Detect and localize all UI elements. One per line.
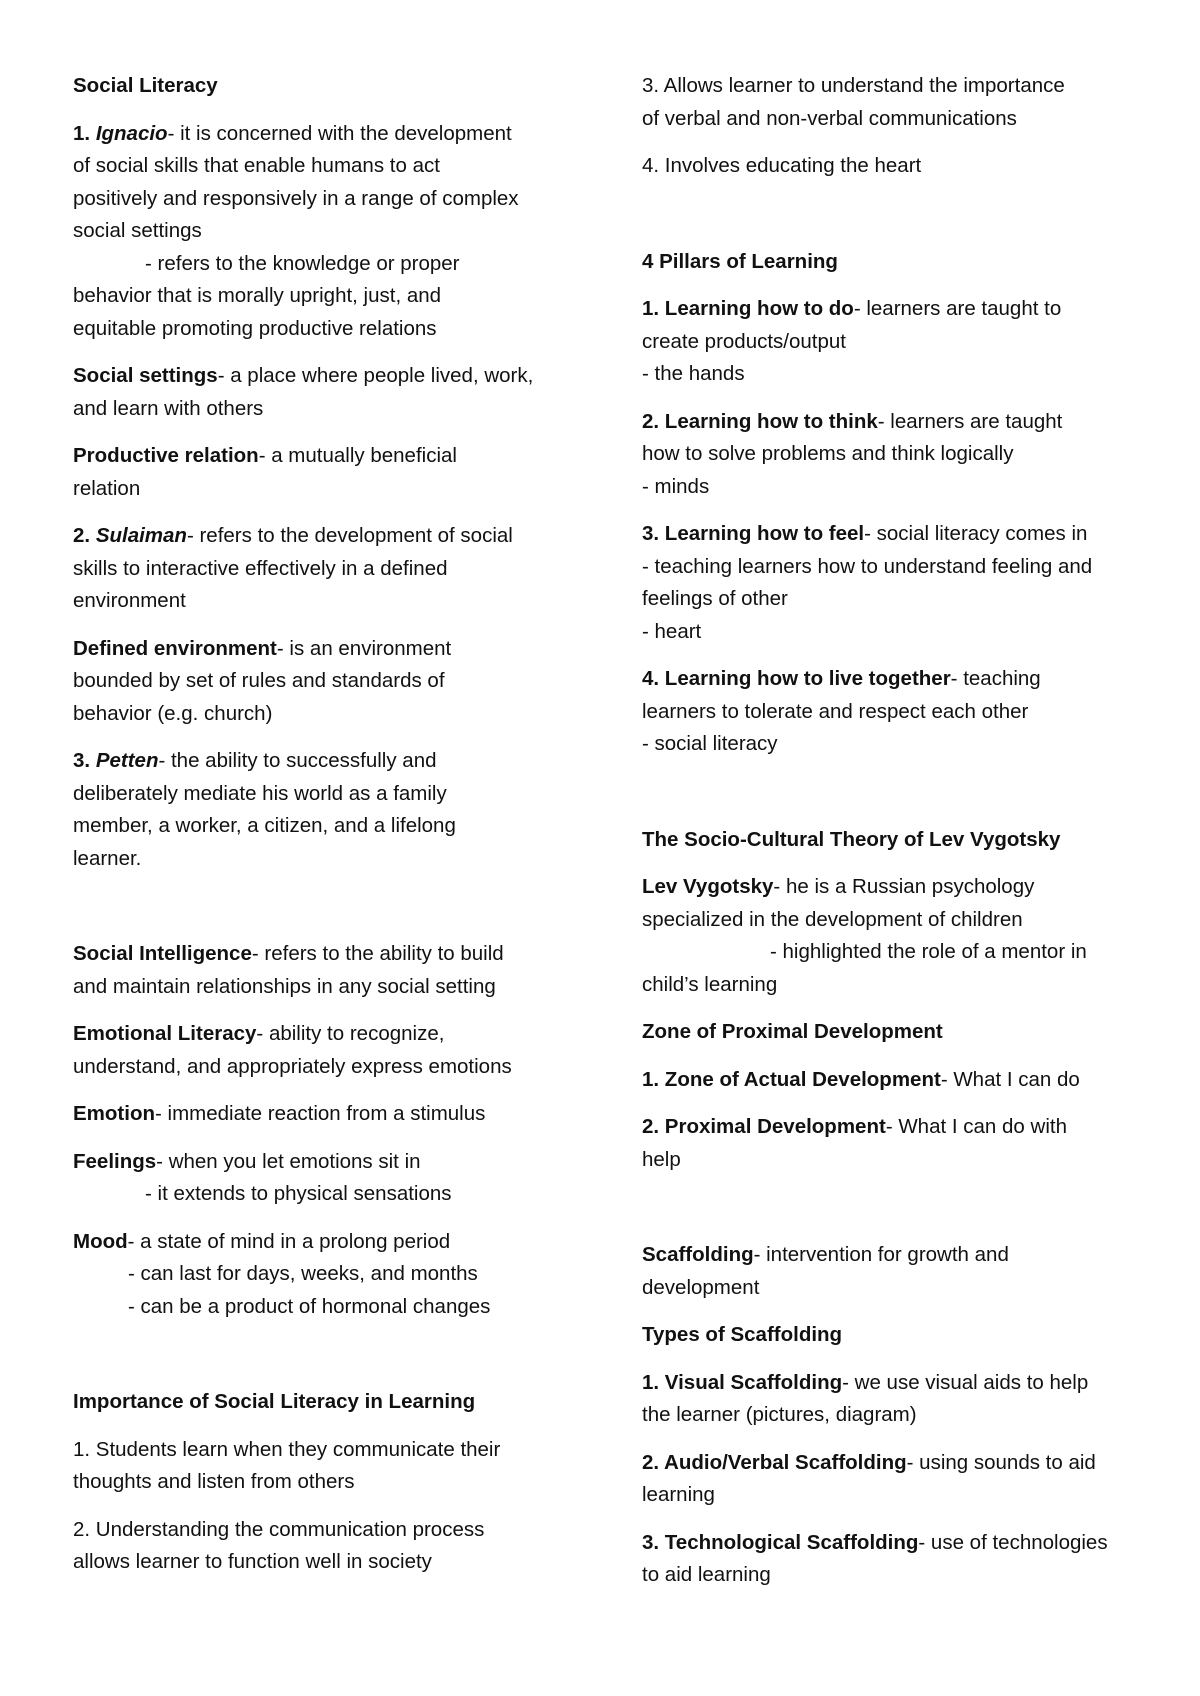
- ignacio-sub-line: behavior that is morally upright, just, and: [73, 284, 442, 307]
- sulaiman-definition: [73, 520, 573, 618]
- ignacio-sub-line: equitable promoting productive relations: [73, 316, 437, 340]
- social-intelligence-line: and maintain relationships in any social setting: [73, 974, 496, 998]
- importance-line: 2. Understanding the communication process: [73, 1517, 485, 1541]
- scaffolding-type-line: the learner (pictures, diagram): [642, 1403, 917, 1426]
- spacer: [642, 1191, 1142, 1239]
- pillar-3: [642, 518, 1142, 648]
- mood-term: Mood: [73, 1229, 128, 1253]
- zpd-heading: Zone of Proximal Development: [642, 1020, 943, 1043]
- mood-definition: [73, 1226, 573, 1324]
- importance-item-1: [73, 1434, 573, 1499]
- social-literacy-heading: Social Literacy: [73, 74, 218, 97]
- sulaiman-line: skills to interactive effectively in a defined: [73, 556, 448, 580]
- mood-sub-line: - can be a product of hormonal changes: [128, 1294, 491, 1318]
- importance-line: 1. Students learn when they communicate their: [73, 1437, 501, 1461]
- importance-item-4: [642, 150, 1142, 183]
- pillar-line: feelings of other: [642, 587, 788, 610]
- zpd-heading-block: [642, 1016, 1142, 1049]
- pillar-line: - teaching learners how to understand feeling and: [642, 554, 1093, 578]
- scaffolding-type-line: learning: [642, 1483, 715, 1506]
- emotion-definition: [73, 1098, 573, 1131]
- vygotsky-heading-block: [642, 824, 1142, 857]
- pillar-4: [642, 663, 1142, 761]
- pillar-line: learners to tolerate and respect each other: [642, 699, 1029, 723]
- spacer: [73, 1338, 573, 1386]
- pillar-line: - minds: [642, 474, 710, 498]
- pillar-term: 1. Learning how to do: [642, 297, 854, 320]
- emotional-literacy-term: Emotional Literacy: [73, 1022, 257, 1045]
- lev-vygotsky-line: - he is a Russian psychology: [773, 875, 1035, 898]
- feelings-line: - when you let emotions sit in: [156, 1149, 421, 1173]
- mood-line: - a state of mind in a prolong period: [127, 1229, 451, 1253]
- pillar-line: how to solve problems and think logically: [642, 442, 1014, 465]
- importance-line: allows learner to function well in society: [73, 1550, 432, 1573]
- defined-environment-definition: [73, 633, 573, 731]
- importance-line: thoughts and listen from others: [73, 1470, 355, 1493]
- pillar-term: 4. Learning how to live together: [642, 667, 951, 690]
- scaffolding-type-line: - using sounds to aid: [906, 1450, 1096, 1474]
- defined-environment-line: behavior (e.g. church): [73, 701, 273, 725]
- types-of-scaffolding-heading: Types of Scaffolding: [642, 1323, 843, 1346]
- spacer: [73, 890, 573, 938]
- scaffolding-type-line: to aid learning: [642, 1563, 771, 1586]
- productive-relation-line: relation: [73, 476, 141, 500]
- scaffolding-type-term: 1. Visual Scaffolding: [642, 1370, 843, 1394]
- feelings-definition: [73, 1146, 573, 1211]
- lev-vygotsky-sub-line: - highlighted the role of a mentor in: [770, 940, 1087, 963]
- feelings-sub-line: - it extends to physical sensations: [145, 1182, 452, 1205]
- social-settings-definition: [73, 360, 573, 425]
- petten-line: deliberately mediate his world as a family: [73, 781, 447, 805]
- social-settings-line: - a place where people lived, work,: [217, 364, 534, 387]
- left-column: [73, 70, 573, 1594]
- sulaiman-number: 2.: [73, 524, 91, 547]
- defined-environment-line: bounded by set of rules and standards of: [73, 669, 445, 692]
- ignacio-line: social settings: [73, 219, 202, 242]
- pillar-line: - social literacy comes in: [864, 522, 1088, 545]
- petten-number: 3.: [73, 749, 91, 772]
- spacer: [642, 776, 1142, 824]
- spacer: [642, 198, 1142, 246]
- ignacio-name: Ignacio: [95, 121, 168, 145]
- defined-environment-term: Defined environment: [73, 636, 277, 660]
- importance-heading-block: [73, 1386, 573, 1419]
- zone-line: - What I can do: [940, 1067, 1080, 1091]
- importance-item-3: [642, 70, 1142, 135]
- zone-line: - What I can do with: [885, 1115, 1067, 1138]
- ignacio-line: - it is concerned with the development: [167, 121, 512, 145]
- social-settings-line: and learn with others: [73, 396, 264, 420]
- emotion-line: - immediate reaction from a stimulus: [155, 1102, 486, 1125]
- emotional-literacy-line: understand, and appropriately express emotions: [73, 1054, 512, 1078]
- visual-scaffolding: [642, 1367, 1142, 1432]
- productive-relation-line: - a mutually beneficial: [258, 444, 457, 467]
- sulaiman-name: Sulaiman: [95, 524, 187, 547]
- right-column: [642, 70, 1142, 1607]
- sulaiman-line: environment: [73, 589, 186, 612]
- petten-definition: [73, 745, 573, 875]
- petten-line: member, a worker, a citizen, and a lifelong: [73, 814, 456, 837]
- importance-line: 3. Allows learner to understand the importance: [642, 74, 1065, 97]
- pillar-line: - the hands: [642, 362, 745, 385]
- pillar-line: - learners are taught: [877, 409, 1063, 433]
- scaffolding-type-term: 2. Audio/Verbal Scaffolding: [642, 1450, 907, 1474]
- emotional-literacy-line: - ability to recognize,: [256, 1022, 445, 1045]
- scaffolding-type-line: - use of technologies: [918, 1530, 1108, 1554]
- mood-sub-line: - can last for days, weeks, and months: [128, 1262, 478, 1285]
- pillar-term: 2. Learning how to think: [642, 409, 878, 433]
- social-intelligence-term: Social Intelligence: [73, 942, 252, 965]
- importance-line: of verbal and non-verbal communications: [642, 106, 1017, 130]
- zone-line: help: [642, 1147, 681, 1171]
- defined-environment-line: - is an environment: [276, 636, 452, 660]
- social-intelligence-line: - refers to the ability to build: [251, 942, 504, 965]
- petten-line: - the ability to successfully and: [158, 749, 437, 772]
- audio-verbal-scaffolding: [642, 1447, 1142, 1512]
- pillars-heading: 4 Pillars of Learning: [642, 249, 838, 273]
- pillar-line: - learners are taught to: [853, 297, 1062, 320]
- ignacio-number: 1.: [73, 121, 91, 145]
- zone-proximal-development: [642, 1111, 1142, 1176]
- lev-vygotsky-sub-line: child’s learning: [642, 972, 778, 996]
- pillar-line: create products/output: [642, 329, 846, 353]
- petten-line: learner.: [73, 846, 142, 870]
- ignacio-definition: [73, 118, 573, 346]
- scaffolding-type-term: 3. Technological Scaffolding: [642, 1530, 919, 1554]
- technological-scaffolding: [642, 1527, 1142, 1592]
- lev-vygotsky-definition: [642, 871, 1142, 1001]
- productive-relation-term: Productive relation: [73, 444, 259, 467]
- zone-term: 2. Proximal Development: [642, 1115, 886, 1138]
- pillar-term: 3. Learning how to feel: [642, 522, 865, 545]
- scaffolding-definition: [642, 1239, 1142, 1304]
- pillar-1: [642, 293, 1142, 391]
- emotion-term: Emotion: [73, 1102, 155, 1125]
- zone-actual-development: [642, 1064, 1142, 1097]
- importance-line: 4. Involves educating the heart: [642, 154, 922, 177]
- ignacio-sub-line: - refers to the knowledge or proper: [145, 251, 460, 275]
- types-heading-block: [642, 1319, 1142, 1352]
- scaffolding-type-line: - we use visual aids to help: [842, 1370, 1089, 1394]
- importance-item-2: [73, 1514, 573, 1579]
- pillar-line: - social literacy: [642, 732, 778, 755]
- pillars-heading-block: [642, 246, 1142, 279]
- zone-term: 1. Zone of Actual Development: [642, 1067, 941, 1091]
- feelings-term: Feelings: [73, 1149, 157, 1173]
- importance-heading: Importance of Social Literacy in Learning: [73, 1390, 476, 1413]
- scaffolding-line: - intervention for growth and: [753, 1243, 1009, 1266]
- pillar-line: - teaching: [950, 667, 1041, 690]
- scaffolding-line: development: [642, 1275, 760, 1299]
- pillar-2: [642, 406, 1142, 504]
- lev-vygotsky-term: Lev Vygotsky: [642, 875, 774, 898]
- sulaiman-line: - refers to the development of social: [186, 524, 513, 547]
- lev-vygotsky-line: specialized in the development of children: [642, 907, 1023, 931]
- ignacio-line: positively and responsively in a range of complex: [73, 186, 519, 210]
- pillar-line: - heart: [642, 619, 702, 643]
- social-settings-term: Social settings: [73, 364, 218, 387]
- petten-name: Petten: [95, 749, 159, 772]
- emotional-literacy-definition: [73, 1018, 573, 1083]
- productive-relation-definition: [73, 440, 573, 505]
- social-literacy-heading-block: [73, 70, 573, 103]
- vygotsky-heading: The Socio-Cultural Theory of Lev Vygotsky: [642, 827, 1061, 851]
- ignacio-line: of social skills that enable humans to act: [73, 154, 440, 177]
- scaffolding-term: Scaffolding: [642, 1243, 754, 1266]
- social-intelligence-definition: [73, 938, 573, 1003]
